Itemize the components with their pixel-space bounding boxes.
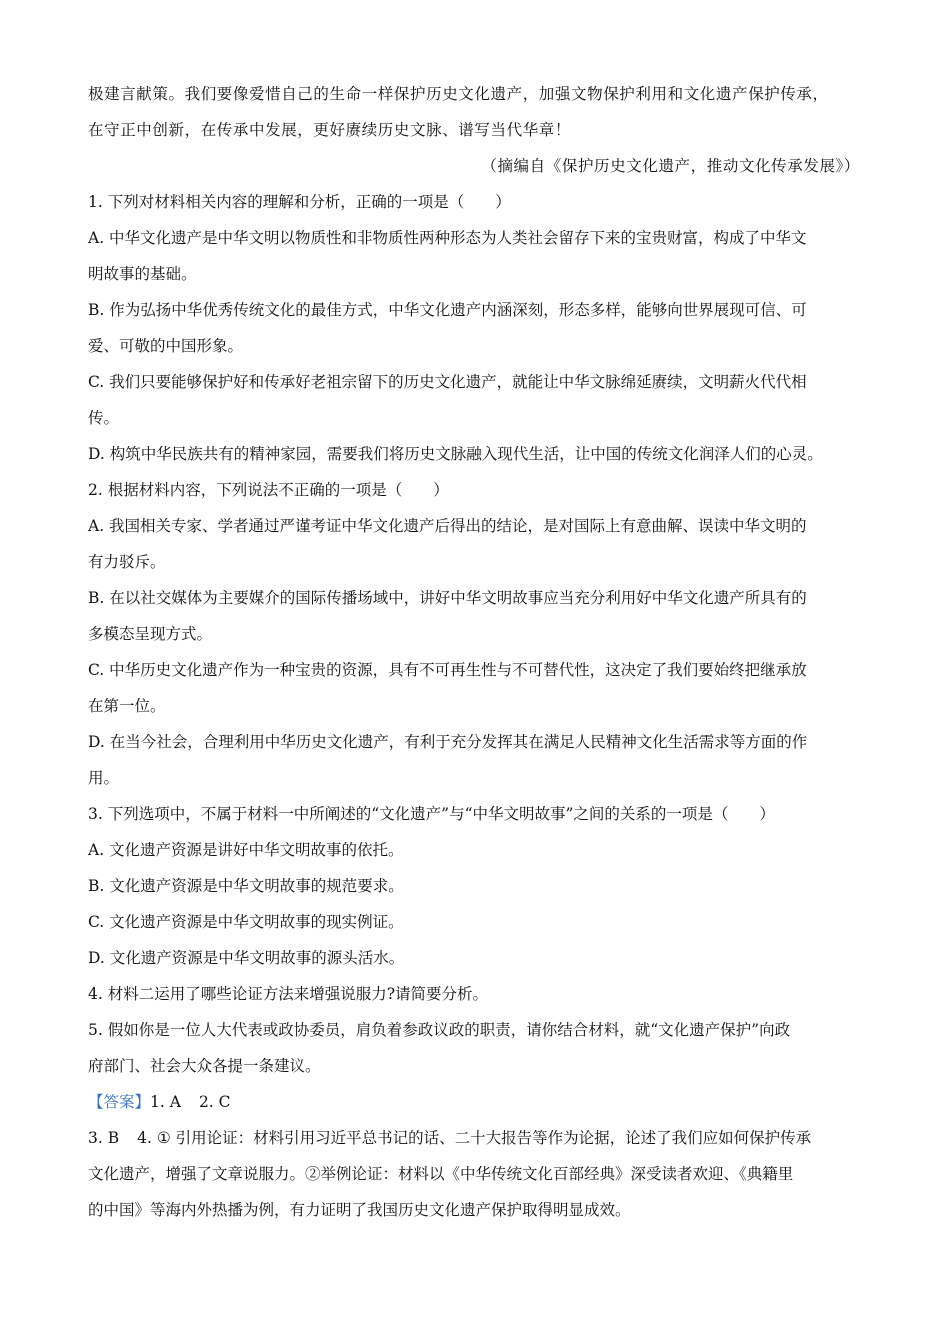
option-b: B. 在以社交媒体为主要媒介的国际传播场域中，讲好中华文明故事应当充分利用好中华文化遗产所具有的 — [88, 589, 807, 607]
option-c-cont: 传。 — [88, 409, 120, 427]
option-b-cont: 爱、可敬的中国形象。 — [88, 337, 244, 355]
option-a: A. 文化遗产资源是讲好中华文明故事的依托。 — [88, 841, 404, 859]
option-d-cont: 用。 — [88, 769, 120, 787]
question-stem: 4. 材料二运用了哪些论证方法来增强说服力?请简要分析。 — [88, 985, 489, 1003]
question-1 — [88, 184, 878, 472]
question-stem: 2. 根据材料内容，下列说法不正确的一项是（ ） — [88, 481, 449, 499]
question-stem: 1. 下列对材料相关内容的理解和分析，正确的一项是（ ） — [88, 193, 511, 211]
option-d: D. 在当今社会，合理利用中华历史文化遗产，有利于充分发挥其在满足人民精神文化生活需求等方面的作 — [88, 733, 808, 751]
answer-2: 2. C — [198, 1093, 231, 1111]
question-3 — [88, 796, 878, 976]
option-a-cont: 明故事的基础。 — [88, 265, 197, 283]
question-2 — [88, 472, 878, 796]
question-stem: 3. 下列选项中，不属于材料一中所阐述的“文化遗产”与“中华文明故事”之间的关系的一项是（ ） — [88, 805, 775, 823]
answer-tag: 【答案】 — [88, 1093, 151, 1111]
excerpt-line: 在守正中创新，在传承中发展，更好赓续历史文脉、谱写当代华章！ — [88, 121, 572, 139]
option-b-cont: 多模态呈现方式。 — [88, 625, 213, 643]
source-citation: （摘编自《保护历史文化遗产，推动文化传承发展》） — [481, 157, 860, 175]
excerpt-line: 极建言献策。我们要像爱惜自己的生命一样保护历史文化遗产，加强文物保护利用和文化遗产保护传承， — [88, 85, 829, 103]
question-4 — [88, 976, 878, 1012]
answer-4: 4. ① 引用论证：材料引用习近平总书记的话、二十大报告等作为论据，论述了我们应如何保护传承 — [137, 1129, 812, 1147]
answer-3: 3. B — [88, 1129, 120, 1147]
answer-section — [88, 1084, 878, 1228]
option-c: C. 中华历史文化遗产作为一种宝贵的资源，具有不可再生性与不可替代性，这决定了我们要始终把继承放 — [88, 661, 807, 679]
option-c: C. 文化遗产资源是中华文明故事的现实例证。 — [88, 913, 404, 931]
option-c: C. 我们只要能够保护好和传承好老祖宗留下的历史文化遗产，就能让中华文脉绵延赓续，文明薪火代代相 — [88, 373, 807, 391]
option-c-cont: 在第一位。 — [88, 697, 166, 715]
answer-line — [88, 1120, 878, 1156]
option-a: A. 我国相关专家、学者通过严谨考证中华文化遗产后得出的结论，是对国际上有意曲解、误读中华文明的 — [88, 517, 807, 535]
option-d: D. 文化遗产资源是中华文明故事的源头活水。 — [88, 949, 405, 967]
question-5 — [88, 1012, 878, 1084]
question-stem: 5. 假如你是一位人大代表或政协委员，肩负着参政议政的职责，请你结合材料，就“文化遗产保护”向政 — [88, 1021, 791, 1039]
answer-line — [88, 1084, 878, 1120]
document-page — [88, 76, 878, 1228]
option-b: B. 作为弘扬中华优秀传统文化的最佳方式，中华文化遗产内涵深刻，形态多样，能够向世界展现可信、可 — [88, 301, 807, 319]
material-excerpt — [88, 76, 878, 184]
option-a-cont: 有力驳斥。 — [88, 553, 166, 571]
question-stem-cont: 府部门、社会大众各提一条建议。 — [88, 1057, 321, 1075]
option-d: D. 构筑中华民族共有的精神家园，需要我们将历史文脉融入现代生活，让中国的传统文化润泽人们的心灵。 — [88, 445, 823, 463]
answer-1: 1. A — [150, 1093, 181, 1111]
option-b: B. 文化遗产资源是中华文明故事的规范要求。 — [88, 877, 404, 895]
answer-4-cont: 文化遗产，增强了文章说服力。②举例论证：材料以《中华传统文化百部经典》深受读者欢迎、《典籍里 — [88, 1165, 794, 1183]
answer-4-cont: 的中国》等海内外热播为例，有力证明了我国历史文化遗产保护取得明显成效。 — [88, 1201, 631, 1219]
option-a: A. 中华文化遗产是中华文明以物质性和非物质性两种形态为人类社会留存下来的宝贵财富，构成了中华文 — [88, 229, 807, 247]
